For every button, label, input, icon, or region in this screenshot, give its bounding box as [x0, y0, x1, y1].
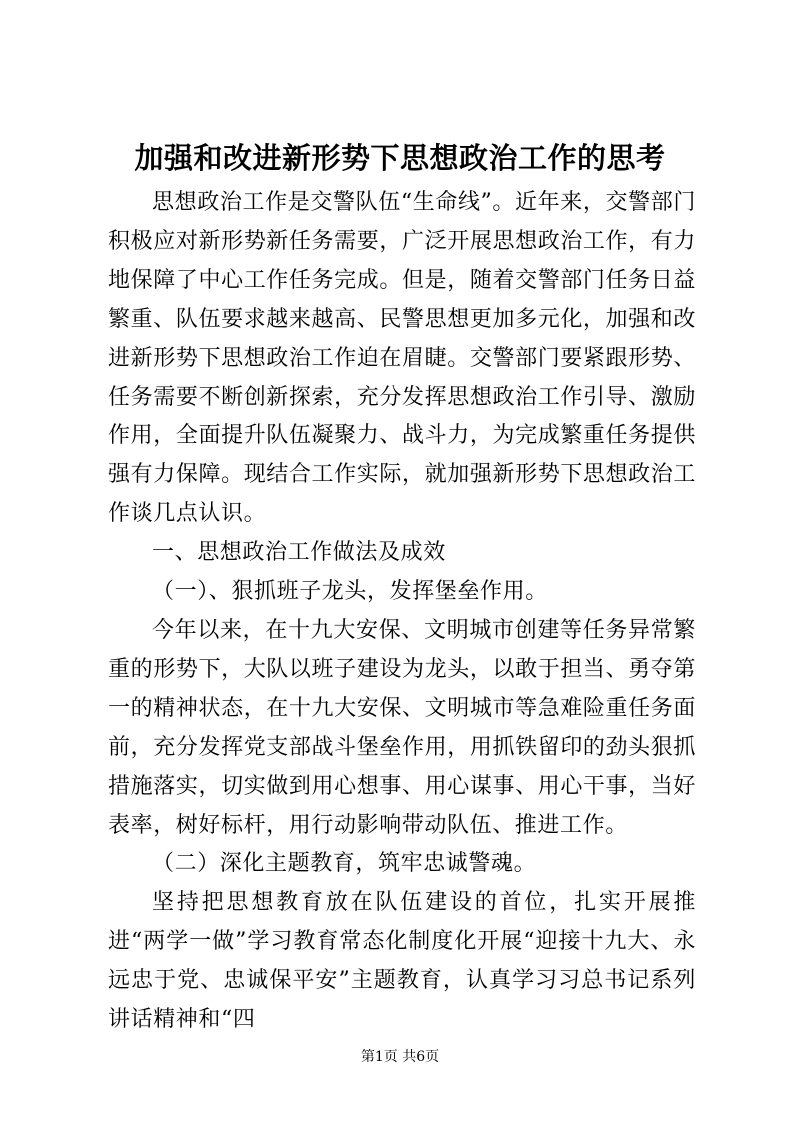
document-body: [108, 184, 696, 1040]
section-heading: 一、思想政治工作做法及成效: [152, 540, 446, 566]
intro-paragraph: 思想政治工作是交警队伍“生命线”。近年来，交警部门积极应对新形势新任务需要，广泛开展思想政治工作，有力地保障了中心工作任务完成。但是，随着交警部门任务日益繁重、队伍要求越来越高、民警思想更加多元化，加强和改进新形势下思想政治工作迫在眉睫。交警部门要紧跟形势、任务需要不断创新探索，充分发挥思想政治工作引导、激励作用，全面提升队伍凝聚力、战斗力，为完成繁重任务提供强有力保障。现结合工作实际，就加强新形势下思想政治工作谈几点认识。: [108, 190, 696, 527]
subsection-paragraph-1: 今年以来，在十九大安保、文明城市创建等任务异常繁重的形势下，大队以班子建设为龙头，以敢于担当、勇夺第一的精神状态，在十九大安保、文明城市等急难险重任务面前，充分发挥党支部战斗堡垒作用，用抓铁留印的劲头狠抓措施落实，切实做到用心想事、用心谋事、用心干事，当好表率，树好标杆，用行动影响带动队伍、推进工作。: [108, 617, 696, 838]
subsection-paragraph-2: 坚持把思想教育放在队伍建设的首位，扎实开展推进“两学一做”学习教育常态化制度化开展“迎接十九大、永远忠于党、忠诚保平安”主题教育，认真学习习总书记系列讲话精神和“四: [108, 890, 696, 1033]
subsection-heading-2: （二）深化主题教育，筑牢忠诚警魂。: [152, 851, 537, 877]
document-title: 加强和改进新形势下思想政治工作的思考: [134, 141, 666, 175]
subsection-heading-1: （一）、狠抓班子龙头，发挥堡垒作用。: [152, 579, 548, 605]
page-number-footer: 第1页 共6页: [360, 1049, 440, 1065]
